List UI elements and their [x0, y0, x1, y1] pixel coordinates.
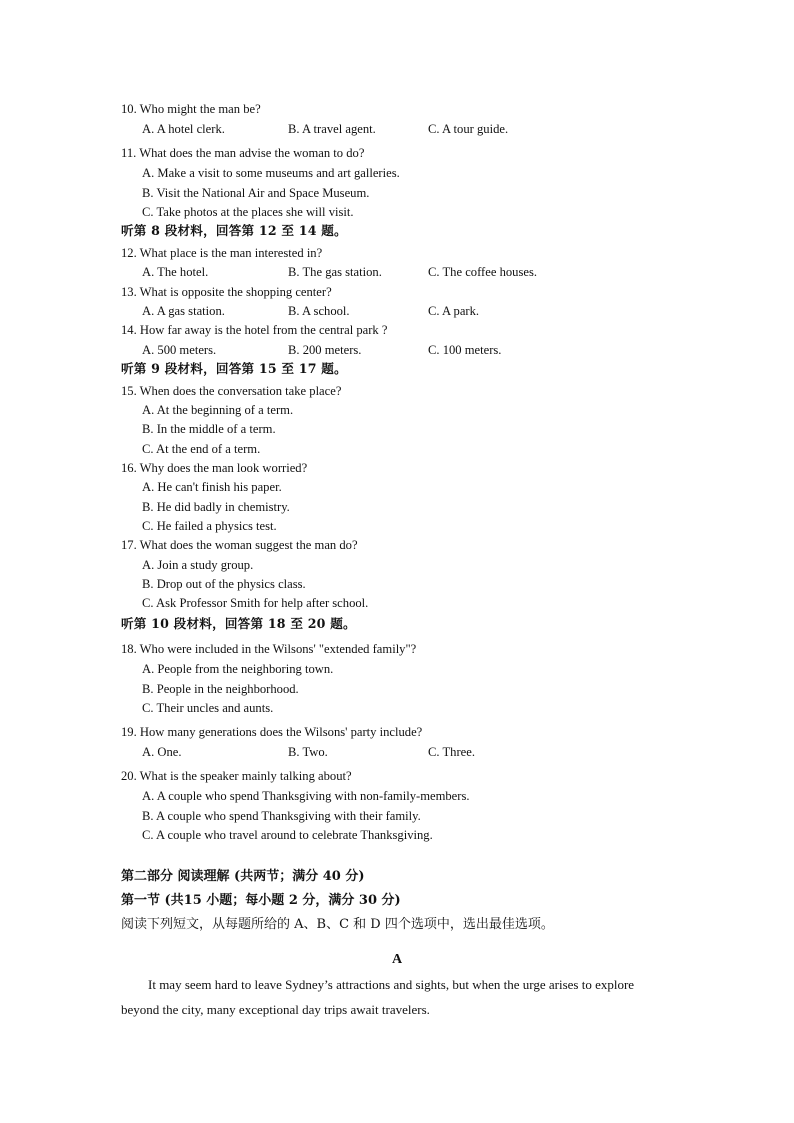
option-c: C. He failed a physics test.: [142, 519, 277, 533]
option-c: C. A tour guide.: [428, 122, 509, 136]
option-a: A. He can't finish his paper.: [142, 480, 282, 494]
option-c: C. 100 meters.: [428, 343, 502, 357]
option-b: B. He did badly in chemistry.: [142, 500, 290, 514]
question-stem: 16. Why does the man look worried?: [121, 461, 308, 475]
option-a: A. 500 meters.: [142, 343, 217, 357]
question-stem: 12. What place is the man interested in?: [121, 246, 323, 260]
option-b: B. 200 meters.: [288, 343, 362, 357]
option-b: B. Two.: [288, 745, 328, 759]
passage-line: beyond the city, many exceptional day trips await travelers.: [121, 1002, 430, 1017]
option-b: B. The gas station.: [288, 265, 382, 279]
passage-title: A: [391, 952, 403, 967]
option-a: A. A hotel clerk.: [142, 122, 225, 136]
question-stem: 11. What does the man advise the woman to do?: [121, 146, 365, 160]
question-stem: 14. How far away is the hotel from the central park ?: [121, 323, 388, 337]
option-a: A. A gas station.: [142, 304, 225, 318]
question-stem: 20. What is the speaker mainly talking about?: [121, 769, 352, 783]
option-a: A. At the beginning of a term.: [142, 403, 294, 417]
section-heading: 听第 10 段材料，回答第 18 至 20 题。: [121, 616, 356, 631]
option-c: C. Their uncles and aunts.: [142, 701, 274, 715]
subsection-heading: 第一节 (共15 小题；每小题 2 分，满分 30 分): [121, 893, 401, 908]
option-a: A. Make a visit to some museums and art galleries.: [142, 166, 400, 180]
option-c: C. Ask Professor Smith for help after school.: [142, 596, 369, 610]
option-b: B. Visit the National Air and Space Museum.: [142, 186, 370, 200]
option-a: A. People from the neighboring town.: [142, 662, 334, 676]
question-stem: 10. Who might the man be?: [121, 102, 261, 116]
option-c: C. A couple who travel around to celebrate Thanksgiving.: [142, 828, 433, 842]
option-b: B. People in the neighborhood.: [142, 682, 299, 696]
option-b: B. A couple who spend Thanksgiving with their family.: [142, 809, 421, 823]
option-a: A. A couple who spend Thanksgiving with non-family-members.: [142, 789, 470, 803]
section-heading: 听第 9 段材料，回答第 15 至 17 题。: [121, 361, 347, 376]
question-stem: 19. How many generations does the Wilsons' party include?: [121, 725, 423, 739]
option-a: A. One.: [142, 745, 182, 759]
option-c: C. A park.: [428, 304, 480, 318]
option-c: C. Take photos at the places she will visit.: [142, 205, 354, 219]
question-stem: 17. What does the woman suggest the man do?: [121, 538, 358, 552]
section-heading: 听第 8 段材料，回答第 12 至 14 题。: [121, 223, 347, 238]
option-c: C. At the end of a term.: [142, 442, 261, 456]
question-stem: 15. When does the conversation take place?: [121, 384, 342, 398]
option-c: C. The coffee houses.: [428, 265, 538, 279]
option-a: A. The hotel.: [142, 265, 209, 279]
question-stem: 13. What is opposite the shopping center?: [121, 285, 332, 299]
option-c: C. Three.: [428, 745, 475, 759]
option-a: A. Join a study group.: [142, 558, 254, 572]
passage-line: It may seem hard to leave Sydney’s attractions and sights, but when the urge arises to explore: [148, 977, 635, 992]
option-b: B. In the middle of a term.: [142, 422, 276, 436]
question-stem: 18. Who were included in the Wilsons' "extended family"?: [121, 642, 417, 656]
option-b: B. A school.: [288, 304, 350, 318]
option-b: B. Drop out of the physics class.: [142, 577, 306, 591]
part-heading: 第二部分 阅读理解 (共两节；满分 40 分): [121, 869, 365, 884]
instructions: 阅读下列短文，从每题所给的 A、B、C 和 D 四个选项中，选出最佳选项。: [121, 917, 554, 932]
option-b: B. A travel agent.: [288, 122, 376, 136]
